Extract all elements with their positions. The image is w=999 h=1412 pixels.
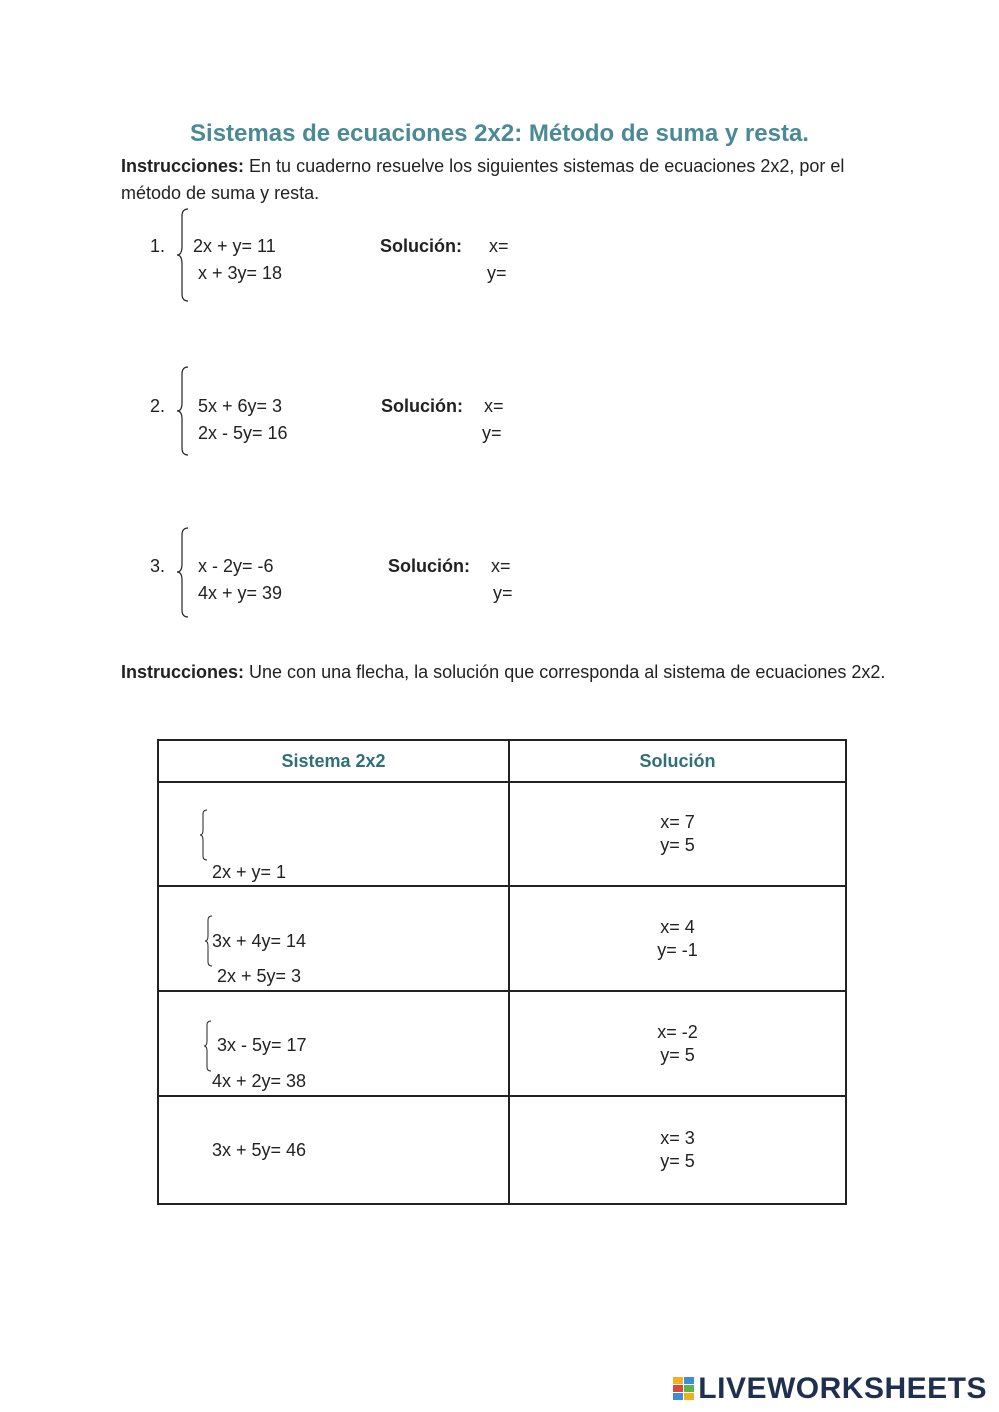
equation-1: 2x + 5y= 3 <box>217 966 302 986</box>
left-brace-icon <box>176 366 190 456</box>
solution-cell[interactable] <box>509 782 846 886</box>
x-answer-label: x= <box>489 236 509 256</box>
matching-table <box>157 739 847 1205</box>
x-answer-label: x= <box>491 556 511 576</box>
liveworksheets-logo-icon <box>673 1377 695 1401</box>
solution-cell[interactable] <box>509 886 846 991</box>
left-brace-icon <box>199 809 209 861</box>
equation-2: 3x - 5y= 17 <box>217 1035 307 1055</box>
column-header-solution: Solución <box>509 740 846 782</box>
equation-2: 2x - 5y= 16 <box>198 423 288 443</box>
table-row <box>158 1096 846 1204</box>
solution-label: Solución: <box>388 556 470 576</box>
equation-1: 2x + y= 11 <box>193 236 276 256</box>
solution-label: Solución: <box>381 396 463 416</box>
problem-number: 2. <box>150 396 166 416</box>
equation-2: 4x + y= 39 <box>198 583 283 603</box>
instructions-1-text: En tu cuaderno resuelve los siguientes sistemas de ecuaciones 2x2, por el método de suma y resta. <box>121 156 845 203</box>
solution-y: y= -1 <box>657 939 698 960</box>
table-header-row <box>158 740 846 782</box>
system-cell[interactable] <box>158 1096 509 1204</box>
y-answer-label: y= <box>487 263 507 283</box>
page-title: Sistemas de ecuaciones 2x2: Método de suma y resta. <box>190 120 809 147</box>
solution-cell[interactable] <box>509 1096 846 1204</box>
equation-1: 5x + 6y= 3 <box>198 396 283 416</box>
equation-2: 3x + 5y= 46 <box>212 1140 307 1160</box>
table-row <box>158 782 846 886</box>
x-answer-label: x= <box>484 396 504 416</box>
solution-y: y= 5 <box>660 835 695 855</box>
column-header-system: Sistema 2x2 <box>158 740 509 782</box>
left-brace-icon <box>204 915 214 967</box>
instructions-1-label: Instrucciones: <box>121 156 245 176</box>
equation-1: 4x + 2y= 38 <box>212 1071 307 1091</box>
equation-2: x + 3y= 18 <box>198 263 283 283</box>
solution-x: x= -2 <box>657 1021 698 1042</box>
instructions-2 <box>121 659 891 686</box>
instructions-2-text: Une con una flecha, la solución que corresponda al sistema de ecuaciones 2x2. <box>244 662 886 682</box>
y-answer-label: y= <box>493 583 513 603</box>
table-row <box>158 991 846 1096</box>
solution-x: x= 4 <box>660 916 695 937</box>
solution-y: y= 5 <box>660 1044 695 1065</box>
solution-cell[interactable] <box>509 991 846 1096</box>
equation-1: 2x + y= 1 <box>212 862 287 882</box>
solution-x: x= 3 <box>660 1128 695 1148</box>
solution-y: y= 5 <box>660 1151 695 1171</box>
instructions-1 <box>121 153 891 207</box>
logo-text: LIVEWORKSHEETS <box>698 1372 987 1405</box>
system-cell[interactable] <box>158 782 509 951</box>
y-answer-label: y= <box>482 423 502 443</box>
table-row <box>158 886 846 991</box>
solution-label: Solución: <box>380 236 462 256</box>
system-cell[interactable] <box>158 991 509 1160</box>
equation-1: x - 2y= -6 <box>198 556 274 576</box>
problem-number: 1. <box>150 236 166 256</box>
system-cell[interactable] <box>158 886 509 1055</box>
left-brace-icon <box>176 527 190 618</box>
solution-x: x= 7 <box>660 812 695 832</box>
liveworksheets-logo[interactable] <box>673 1372 987 1406</box>
problem-number: 3. <box>150 556 166 576</box>
equation-2: 3x + 4y= 14 <box>212 931 307 951</box>
left-brace-icon <box>176 208 190 302</box>
instructions-2-label: Instrucciones: <box>121 662 245 682</box>
